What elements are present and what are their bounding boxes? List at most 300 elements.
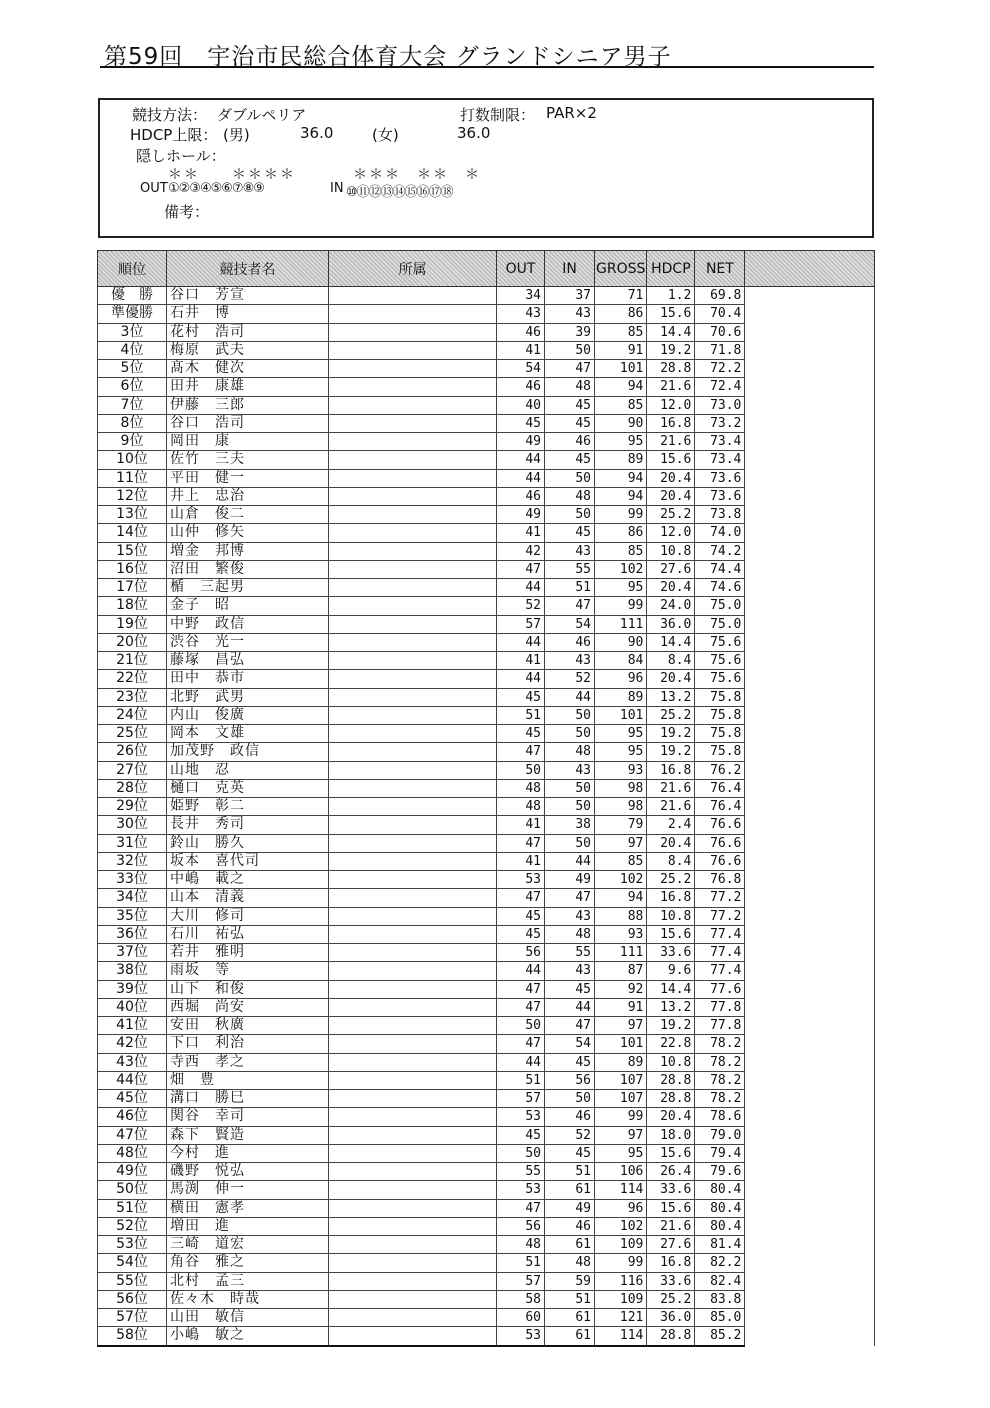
cell-player-name: 山倉 俊二	[167, 506, 329, 524]
table-row	[98, 706, 875, 724]
table-row	[98, 1108, 875, 1126]
table-row	[98, 396, 875, 414]
cell-rank: 16位	[98, 560, 167, 578]
cell-rank: 27位	[98, 761, 167, 779]
cell-in-score: 54	[545, 615, 595, 633]
cell-out-score: 46	[497, 487, 545, 505]
cell-blank	[745, 998, 875, 1016]
cell-affiliation	[329, 360, 497, 378]
table-row	[98, 761, 875, 779]
cell-out-score: 44	[497, 962, 545, 980]
cell-net-score: 76.6	[695, 834, 745, 852]
cell-net-score: 82.4	[695, 1272, 745, 1290]
cell-hdcp: 28.8	[647, 1327, 695, 1346]
cell-player-name: 山本 清義	[167, 889, 329, 907]
cell-hdcp: 15.6	[647, 305, 695, 323]
cell-blank	[745, 378, 875, 396]
cell-out-score: 57	[497, 615, 545, 633]
cell-rank: 4位	[98, 341, 167, 359]
cell-out-score: 41	[497, 816, 545, 834]
cell-affiliation	[329, 1126, 497, 1144]
table-row	[98, 451, 875, 469]
cell-player-name: 下口 利治	[167, 1035, 329, 1053]
cell-affiliation	[329, 1254, 497, 1272]
table-row	[98, 743, 875, 761]
cell-blank	[745, 1053, 875, 1071]
table-row	[98, 1272, 875, 1290]
table-row	[98, 980, 875, 998]
cell-hdcp: 16.8	[647, 414, 695, 432]
cell-player-name: 中嶋 載之	[167, 871, 329, 889]
cell-rank: 35位	[98, 907, 167, 925]
cell-hdcp: 21.6	[647, 779, 695, 797]
cell-in-score: 61	[545, 1236, 595, 1254]
table-row	[98, 670, 875, 688]
cell-gross-score: 99	[595, 506, 647, 524]
cell-in-score: 37	[545, 287, 595, 305]
cell-hdcp: 36.0	[647, 1309, 695, 1327]
cell-out-score: 51	[497, 1254, 545, 1272]
cell-player-name: 馬渕 伸一	[167, 1181, 329, 1199]
cell-net-score: 85.0	[695, 1309, 745, 1327]
cell-hdcp: 20.4	[647, 1108, 695, 1126]
cell-net-score: 75.8	[695, 725, 745, 743]
cell-gross-score: 95	[595, 743, 647, 761]
cell-out-score: 56	[497, 1217, 545, 1235]
cell-gross-score: 97	[595, 834, 647, 852]
cell-rank: 33位	[98, 871, 167, 889]
table-row	[98, 1163, 875, 1181]
cell-out-score: 48	[497, 1236, 545, 1254]
title-rule	[100, 66, 874, 68]
cell-blank	[745, 1108, 875, 1126]
cell-rank: 48位	[98, 1144, 167, 1162]
cell-net-score: 72.2	[695, 360, 745, 378]
cell-net-score: 76.4	[695, 779, 745, 797]
cell-out-score: 40	[497, 396, 545, 414]
table-row	[98, 360, 875, 378]
cell-in-score: 45	[545, 396, 595, 414]
cell-net-score: 80.4	[695, 1181, 745, 1199]
cell-rank: 32位	[98, 852, 167, 870]
cell-out-score: 45	[497, 688, 545, 706]
cell-in-score: 43	[545, 652, 595, 670]
table-row	[98, 469, 875, 487]
table-row	[98, 1199, 875, 1217]
cell-hdcp: 20.4	[647, 579, 695, 597]
table-row	[98, 414, 875, 432]
cell-blank	[745, 688, 875, 706]
cell-rank: 53位	[98, 1236, 167, 1254]
cell-hdcp: 8.4	[647, 852, 695, 870]
cell-rank: 25位	[98, 725, 167, 743]
cell-blank	[745, 1290, 875, 1308]
cell-gross-score: 99	[595, 1108, 647, 1126]
cell-player-name: 田中 恭市	[167, 670, 329, 688]
method-value: ダブルペリア	[217, 106, 307, 124]
cell-affiliation	[329, 761, 497, 779]
cell-hdcp: 21.6	[647, 378, 695, 396]
cell-affiliation	[329, 1327, 497, 1346]
cell-rank: 58位	[98, 1327, 167, 1346]
cell-hdcp: 33.6	[647, 1181, 695, 1199]
table-header-row	[98, 251, 875, 287]
cell-player-name: 鈴山 勝久	[167, 834, 329, 852]
cell-hdcp: 13.2	[647, 998, 695, 1016]
cell-in-score: 50	[545, 506, 595, 524]
cell-hdcp: 16.8	[647, 761, 695, 779]
cell-out-score: 45	[497, 1126, 545, 1144]
cell-net-score: 80.4	[695, 1217, 745, 1235]
table-row	[98, 1181, 875, 1199]
cell-player-name: 髙木 健次	[167, 360, 329, 378]
table-row	[98, 378, 875, 396]
cell-out-score: 42	[497, 542, 545, 560]
table-row	[98, 1071, 875, 1089]
cell-hdcp: 24.0	[647, 597, 695, 615]
cell-blank	[745, 597, 875, 615]
cell-blank	[745, 1035, 875, 1053]
cell-in-score: 46	[545, 633, 595, 651]
cell-affiliation	[329, 1144, 497, 1162]
table-row	[98, 323, 875, 341]
table-row	[98, 688, 875, 706]
cell-net-score: 73.2	[695, 414, 745, 432]
cell-rank: 43位	[98, 1053, 167, 1071]
cell-affiliation	[329, 615, 497, 633]
hdcp-label: HDCP上限：	[130, 126, 218, 144]
cell-net-score: 80.4	[695, 1199, 745, 1217]
cell-player-name: 安田 秋廣	[167, 1017, 329, 1035]
cell-out-score: 41	[497, 524, 545, 542]
table-row	[98, 889, 875, 907]
cell-net-score: 73.4	[695, 433, 745, 451]
cell-player-name: 樋口 克英	[167, 779, 329, 797]
cell-rank: 8位	[98, 414, 167, 432]
cell-in-score: 43	[545, 907, 595, 925]
table-row	[98, 907, 875, 925]
cell-gross-score: 95	[595, 1144, 647, 1162]
cell-hdcp: 25.2	[647, 706, 695, 724]
cell-gross-score: 94	[595, 378, 647, 396]
cell-blank	[745, 1017, 875, 1035]
page-title: 第59回 宇治市民総合体育大会 グランドシニア男子	[104, 44, 672, 70]
cell-net-score: 75.0	[695, 597, 745, 615]
cell-blank	[745, 1327, 875, 1346]
cell-net-score: 78.2	[695, 1053, 745, 1071]
cell-affiliation	[329, 1035, 497, 1053]
cell-net-score: 74.4	[695, 560, 745, 578]
cell-affiliation	[329, 779, 497, 797]
cell-player-name: 北野 武男	[167, 688, 329, 706]
cell-net-score: 76.4	[695, 798, 745, 816]
cell-hdcp: 12.0	[647, 396, 695, 414]
cell-net-score: 73.0	[695, 396, 745, 414]
cell-blank	[745, 852, 875, 870]
cell-player-name: 西堀 尚安	[167, 998, 329, 1016]
cell-net-score: 75.6	[695, 670, 745, 688]
cell-player-name: 梅原 武夫	[167, 341, 329, 359]
cell-net-score: 75.6	[695, 652, 745, 670]
cell-hdcp: 12.0	[647, 524, 695, 542]
cell-affiliation	[329, 542, 497, 560]
cell-rank: 40位	[98, 998, 167, 1016]
cell-in-score: 51	[545, 1290, 595, 1308]
cell-blank	[745, 925, 875, 943]
cell-gross-score: 85	[595, 852, 647, 870]
cell-out-score: 45	[497, 414, 545, 432]
cell-hdcp: 15.6	[647, 1144, 695, 1162]
cell-gross-score: 89	[595, 1053, 647, 1071]
table-row	[98, 1254, 875, 1272]
table-row	[98, 341, 875, 359]
cell-out-score: 50	[497, 761, 545, 779]
cell-rank: 10位	[98, 451, 167, 469]
cell-rank: 37位	[98, 944, 167, 962]
cell-in-score: 46	[545, 1108, 595, 1126]
cell-out-score: 49	[497, 433, 545, 451]
cell-affiliation	[329, 1309, 497, 1327]
cell-hdcp: 8.4	[647, 652, 695, 670]
cell-player-name: 伊藤 三郎	[167, 396, 329, 414]
table-row	[98, 1217, 875, 1235]
cell-blank	[745, 798, 875, 816]
cell-blank	[745, 1090, 875, 1108]
cell-gross-score: 85	[595, 396, 647, 414]
cell-player-name: 平田 健一	[167, 469, 329, 487]
cell-blank	[745, 1309, 875, 1327]
cell-blank	[745, 871, 875, 889]
cell-hdcp: 15.6	[647, 451, 695, 469]
cell-hdcp: 14.4	[647, 323, 695, 341]
cell-blank	[745, 323, 875, 341]
table-row	[98, 1290, 875, 1308]
cell-net-score: 74.2	[695, 542, 745, 560]
cell-gross-score: 121	[595, 1309, 647, 1327]
results-table	[97, 250, 875, 1347]
cell-player-name: 岡田 康	[167, 433, 329, 451]
cell-in-score: 48	[545, 925, 595, 943]
cell-gross-score: 99	[595, 597, 647, 615]
cell-rank: 57位	[98, 1309, 167, 1327]
cell-gross-score: 102	[595, 560, 647, 578]
cell-blank	[745, 560, 875, 578]
cell-affiliation	[329, 1090, 497, 1108]
cell-out-score: 53	[497, 871, 545, 889]
cell-player-name: 沼田 繁俊	[167, 560, 329, 578]
cell-hdcp: 20.4	[647, 834, 695, 852]
cell-affiliation	[329, 925, 497, 943]
cell-hdcp: 10.8	[647, 542, 695, 560]
cell-net-score: 75.8	[695, 743, 745, 761]
cell-blank	[745, 487, 875, 505]
cell-in-score: 59	[545, 1272, 595, 1290]
cell-hdcp: 19.2	[647, 743, 695, 761]
cell-hdcp: 14.4	[647, 980, 695, 998]
cell-gross-score: 89	[595, 451, 647, 469]
cell-player-name: 中野 政信	[167, 615, 329, 633]
cell-player-name: 北村 孟三	[167, 1272, 329, 1290]
cell-affiliation	[329, 287, 497, 305]
table-row	[98, 1236, 875, 1254]
cell-blank	[745, 1254, 875, 1272]
cell-affiliation	[329, 907, 497, 925]
table-row	[98, 1090, 875, 1108]
cell-in-score: 48	[545, 743, 595, 761]
cell-affiliation	[329, 670, 497, 688]
table-row	[98, 305, 875, 323]
cell-affiliation	[329, 1071, 497, 1089]
cell-player-name: 溝口 勝巳	[167, 1090, 329, 1108]
cell-in-score: 51	[545, 1163, 595, 1181]
cell-affiliation	[329, 524, 497, 542]
cell-player-name: 今村 進	[167, 1144, 329, 1162]
cell-net-score: 75.8	[695, 688, 745, 706]
cell-gross-score: 101	[595, 706, 647, 724]
cell-out-score: 47	[497, 1199, 545, 1217]
cell-net-score: 77.8	[695, 1017, 745, 1035]
cell-out-score: 56	[497, 944, 545, 962]
cell-blank	[745, 579, 875, 597]
header-gross: GROSS	[595, 251, 647, 287]
cell-gross-score: 95	[595, 725, 647, 743]
cell-affiliation	[329, 487, 497, 505]
cell-net-score: 79.4	[695, 1144, 745, 1162]
cell-hdcp: 20.4	[647, 469, 695, 487]
remarks-label: 備考：	[164, 203, 210, 221]
cell-blank	[745, 743, 875, 761]
cell-in-score: 48	[545, 487, 595, 505]
cell-player-name: 増金 邦博	[167, 542, 329, 560]
cell-rank: 47位	[98, 1126, 167, 1144]
cell-net-score: 78.2	[695, 1035, 745, 1053]
cell-player-name: 寺西 孝之	[167, 1053, 329, 1071]
cell-rank: 23位	[98, 688, 167, 706]
cell-in-score: 49	[545, 1199, 595, 1217]
cell-in-score: 43	[545, 305, 595, 323]
cell-out-score: 45	[497, 907, 545, 925]
cell-net-score: 75.8	[695, 706, 745, 724]
cell-gross-score: 91	[595, 341, 647, 359]
cell-in-score: 43	[545, 962, 595, 980]
cell-hdcp: 21.6	[647, 798, 695, 816]
table-row	[98, 962, 875, 980]
cell-blank	[745, 944, 875, 962]
cell-gross-score: 94	[595, 469, 647, 487]
cell-gross-score: 95	[595, 579, 647, 597]
cell-affiliation	[329, 1199, 497, 1217]
cell-rank: 6位	[98, 378, 167, 396]
cell-in-score: 47	[545, 889, 595, 907]
cell-affiliation	[329, 633, 497, 651]
table-row	[98, 652, 875, 670]
cell-gross-score: 95	[595, 433, 647, 451]
cell-net-score: 77.2	[695, 907, 745, 925]
cell-player-name: 石川 祐弘	[167, 925, 329, 943]
cell-blank	[745, 1217, 875, 1235]
cell-net-score: 69.8	[695, 287, 745, 305]
cell-gross-score: 86	[595, 524, 647, 542]
table-row	[98, 579, 875, 597]
cell-hdcp: 19.2	[647, 1017, 695, 1035]
table-row	[98, 944, 875, 962]
cell-in-score: 47	[545, 360, 595, 378]
cell-gross-score: 89	[595, 688, 647, 706]
table-row	[98, 798, 875, 816]
cell-gross-score: 102	[595, 871, 647, 889]
cell-rank: 19位	[98, 615, 167, 633]
cell-out-score: 58	[497, 1290, 545, 1308]
table-row	[98, 925, 875, 943]
cell-rank: 31位	[98, 834, 167, 852]
cell-rank: 11位	[98, 469, 167, 487]
cell-net-score: 82.2	[695, 1254, 745, 1272]
cell-player-name: 楯 三起男	[167, 579, 329, 597]
cell-net-score: 78.6	[695, 1108, 745, 1126]
cell-net-score: 79.6	[695, 1163, 745, 1181]
cell-out-score: 60	[497, 1309, 545, 1327]
cell-player-name: 加茂野 政信	[167, 743, 329, 761]
cell-net-score: 73.6	[695, 487, 745, 505]
table-row	[98, 615, 875, 633]
cell-gross-score: 99	[595, 1254, 647, 1272]
cell-blank	[745, 1071, 875, 1089]
cell-hdcp: 25.2	[647, 1290, 695, 1308]
cell-out-score: 41	[497, 852, 545, 870]
cell-gross-score: 111	[595, 615, 647, 633]
cell-gross-score: 92	[595, 980, 647, 998]
cell-player-name: 大川 修司	[167, 907, 329, 925]
cell-gross-score: 109	[595, 1290, 647, 1308]
cell-gross-score: 79	[595, 816, 647, 834]
cell-blank	[745, 1126, 875, 1144]
cell-affiliation	[329, 323, 497, 341]
cell-blank	[745, 341, 875, 359]
cell-blank	[745, 287, 875, 305]
cell-gross-score: 101	[595, 1035, 647, 1053]
cell-affiliation	[329, 816, 497, 834]
cell-hdcp: 14.4	[647, 633, 695, 651]
cell-rank: 52位	[98, 1217, 167, 1235]
cell-affiliation	[329, 1290, 497, 1308]
cell-player-name: 若井 雅明	[167, 944, 329, 962]
table-row	[98, 1327, 875, 1346]
cell-blank	[745, 414, 875, 432]
cell-out-score: 47	[497, 1035, 545, 1053]
cell-in-score: 50	[545, 1090, 595, 1108]
cell-affiliation	[329, 798, 497, 816]
cell-in-score: 47	[545, 597, 595, 615]
cell-blank	[745, 980, 875, 998]
cell-gross-score: 116	[595, 1272, 647, 1290]
cell-rank: 45位	[98, 1090, 167, 1108]
cell-net-score: 70.6	[695, 323, 745, 341]
cell-net-score: 77.2	[695, 889, 745, 907]
table-row	[98, 779, 875, 797]
cell-in-score: 55	[545, 560, 595, 578]
cell-out-score: 44	[497, 451, 545, 469]
cell-out-score: 44	[497, 469, 545, 487]
limit-label: 打数制限：	[460, 106, 536, 124]
cell-out-score: 34	[497, 287, 545, 305]
cell-in-score: 52	[545, 1126, 595, 1144]
cell-rank: 9位	[98, 433, 167, 451]
in-holes: ⑩⑪⑫⑬⑭⑮⑯⑰⑱	[346, 185, 453, 200]
cell-out-score: 47	[497, 998, 545, 1016]
cell-blank	[745, 1144, 875, 1162]
cell-net-score: 77.4	[695, 962, 745, 980]
cell-gross-score: 114	[595, 1327, 647, 1346]
